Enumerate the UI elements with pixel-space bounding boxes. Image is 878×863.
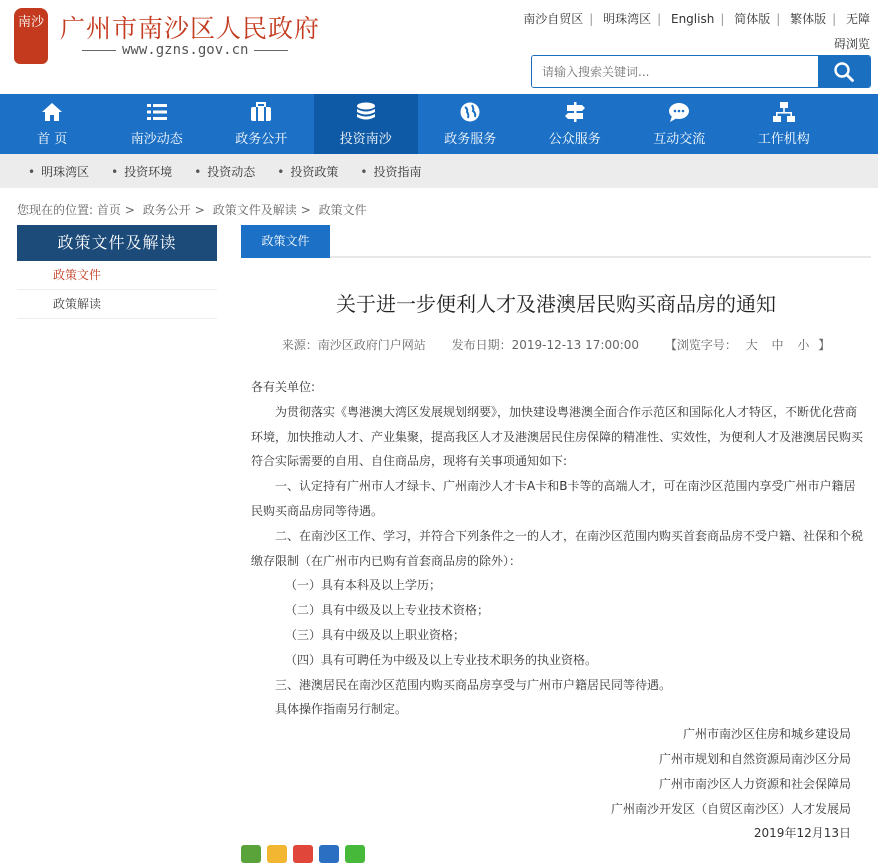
nav-label: 南沙动态 — [130, 132, 183, 147]
greeting: 各有关单位: — [251, 380, 316, 394]
sub-nav — [0, 154, 878, 188]
globe-icon — [459, 101, 481, 123]
nav-public-service[interactable] — [523, 94, 628, 154]
home-icon — [41, 101, 63, 123]
font-size-medium[interactable]: 中 — [771, 338, 784, 352]
weibo-icon[interactable] — [293, 845, 313, 863]
signatory: 广州市南沙区人力资源和社会保障局 — [658, 776, 851, 791]
top-link-english[interactable]: English — [670, 12, 715, 26]
top-link-accessible[interactable]: 无障 — [845, 12, 870, 26]
signpost-icon — [564, 101, 586, 123]
list-item: （三）具有中级及以上职业资格； — [285, 627, 466, 642]
breadcrumb-gov-affairs[interactable]: 政务公开 — [142, 203, 191, 217]
divider: | — [776, 12, 781, 26]
paragraph: 二、在南沙区工作、学习，并符合下列条件之一的人才，在南沙区范围内购买首套商品房不受户籍、社保和个税缴存限制（在广州市内已购有首套商品房的除外）： — [251, 528, 864, 568]
nav-gov-affairs[interactable] — [209, 94, 314, 154]
breadcrumb-policy-docs[interactable]: 政策文件及解读 — [212, 203, 297, 217]
signatory: 广州市规划和自然资源局南沙区分局 — [658, 751, 851, 766]
font-size-close: 】 — [818, 338, 831, 352]
subnav-invest-guide[interactable]: • 投资指南 — [360, 163, 421, 180]
signatory: 广州市南沙区住房和城乡建设局 — [682, 727, 851, 742]
tab-policy-files[interactable]: 政策文件 — [241, 225, 330, 258]
sidebar — [17, 225, 217, 863]
divider: | — [832, 12, 837, 26]
org-chart-icon — [773, 101, 795, 123]
site-url — [76, 42, 294, 58]
font-size-large[interactable]: 大 — [745, 338, 758, 352]
tab-bar — [241, 225, 871, 258]
breadcrumb-sep: > — [300, 203, 311, 217]
sidebar-item-policy-files[interactable]: 政策文件 — [17, 261, 217, 290]
breadcrumb-prefix: 您现在的位置: — [17, 203, 94, 217]
nav-agencies[interactable] — [732, 94, 837, 154]
site-title[interactable]: 广州市南沙区人民政府 — [60, 14, 321, 43]
divider: | — [720, 12, 725, 26]
wechat-icon[interactable] — [345, 845, 365, 863]
nav-invest[interactable] — [314, 94, 419, 154]
divider: | — [657, 12, 662, 26]
search-input[interactable] — [532, 56, 818, 87]
paragraph: 一、认定持有广州市人才绿卡、广州南沙人才卡A卡和B卡等的高端人才，可在南沙区范围内享受广州市户籍居民购买商品房同等待遇。 — [251, 479, 856, 518]
list-item: （四）具有可聘任为中级及以上专业技术职务的执业资格。 — [285, 652, 598, 667]
nav-gov-service[interactable] — [418, 94, 523, 154]
subnav-invest-policy[interactable]: • 投资政策 — [277, 163, 338, 180]
accessible-browse-link[interactable]: 碍浏览 — [833, 37, 870, 51]
article-source: 来源：南沙区政府门户网站 — [281, 338, 426, 352]
search-box — [531, 55, 871, 88]
top-link-traditional[interactable]: 繁体版 — [790, 12, 827, 26]
breadcrumb-sep: > — [194, 203, 205, 217]
search-icon — [833, 61, 855, 83]
coins-icon — [355, 101, 377, 123]
search-button[interactable] — [818, 56, 870, 87]
nav-label: 首 页 — [37, 132, 68, 147]
main-nav — [0, 94, 878, 154]
briefcase-icon — [250, 101, 272, 123]
top-link-simplified[interactable]: 简体版 — [734, 12, 771, 26]
subnav-pearl-bay[interactable]: • 明珠湾区 — [28, 163, 89, 180]
divider: | — [589, 12, 594, 26]
paragraph: 具体操作指南另行制定。 — [275, 702, 408, 717]
breadcrumb-home[interactable]: 首页 — [96, 203, 121, 217]
article-title: 关于进一步便利人才及港澳居民购买商品房的通知 — [336, 292, 776, 316]
share-bar — [241, 845, 365, 863]
nav-label: 工作机构 — [757, 132, 810, 147]
list-item: （二）具有中级及以上专业技术资格； — [285, 603, 490, 618]
nav-label: 投资南沙 — [339, 132, 392, 147]
main-content — [241, 225, 871, 841]
nav-label: 政务公开 — [235, 132, 288, 147]
sidebar-item-policy-interpretation[interactable]: 政策解读 — [17, 290, 217, 319]
article-meta — [241, 336, 871, 353]
chat-icon — [668, 101, 690, 123]
qzone-icon[interactable] — [267, 845, 287, 863]
font-size-label: 【浏览字号： — [664, 338, 737, 352]
nav-home[interactable] — [0, 94, 105, 154]
top-link-pearl-bay[interactable]: 明珠湾区 — [603, 12, 652, 26]
paragraph: 三、港澳居民在南沙区范围内购买商品房享受与广州市户籍居民同等待遇。 — [275, 677, 672, 692]
paragraph: 为贯彻落实《粤港澳大湾区发展规划纲要》，加快建设粤港澳全面合作示范区和国际化人才特区，不断优化营商环境，加快推动人才、产业集聚，提高我区人才及港澳居民住房保障的精准性、实效性，为便利人才及港澳居民购买符合实际需要的自用、自住商品房，现将有关事项通知如下: — [251, 404, 864, 469]
nav-label: 政务服务 — [444, 132, 497, 147]
font-size-small[interactable]: 小 — [797, 338, 810, 352]
article-date: 发布日期：2019-12-13 17:00:00 — [451, 338, 640, 352]
nav-label: 公众服务 — [548, 132, 601, 147]
site-header — [0, 0, 878, 94]
plus-share-icon[interactable] — [241, 845, 261, 863]
subnav-invest-env[interactable]: • 投资环境 — [111, 163, 172, 180]
list-item: （一）具有本科及以上学历； — [285, 578, 442, 593]
nav-interaction[interactable] — [627, 94, 732, 154]
sign-date: 2019年12月13日 — [753, 826, 851, 841]
article-body — [251, 375, 865, 846]
sidebar-title: 政策文件及解读 — [17, 225, 217, 261]
breadcrumb-current[interactable]: 政策文件 — [318, 203, 367, 217]
nav-label: 互动交流 — [653, 132, 706, 147]
list-icon — [146, 101, 168, 123]
subnav-invest-news[interactable]: • 投资动态 — [194, 163, 255, 180]
renren-icon[interactable] — [319, 845, 339, 863]
nav-news[interactable] — [105, 94, 210, 154]
site-url-text: www.gzns.gov.cn — [122, 42, 249, 58]
signatory: 广州南沙开发区（自贸区南沙区）人才发展局 — [610, 801, 851, 816]
breadcrumb — [17, 201, 367, 218]
site-emblem[interactable]: 南沙 — [14, 8, 48, 64]
breadcrumb-sep: > — [124, 203, 135, 217]
top-link-ftz[interactable]: 南沙自贸区 — [523, 12, 584, 26]
top-links — [523, 10, 870, 27]
